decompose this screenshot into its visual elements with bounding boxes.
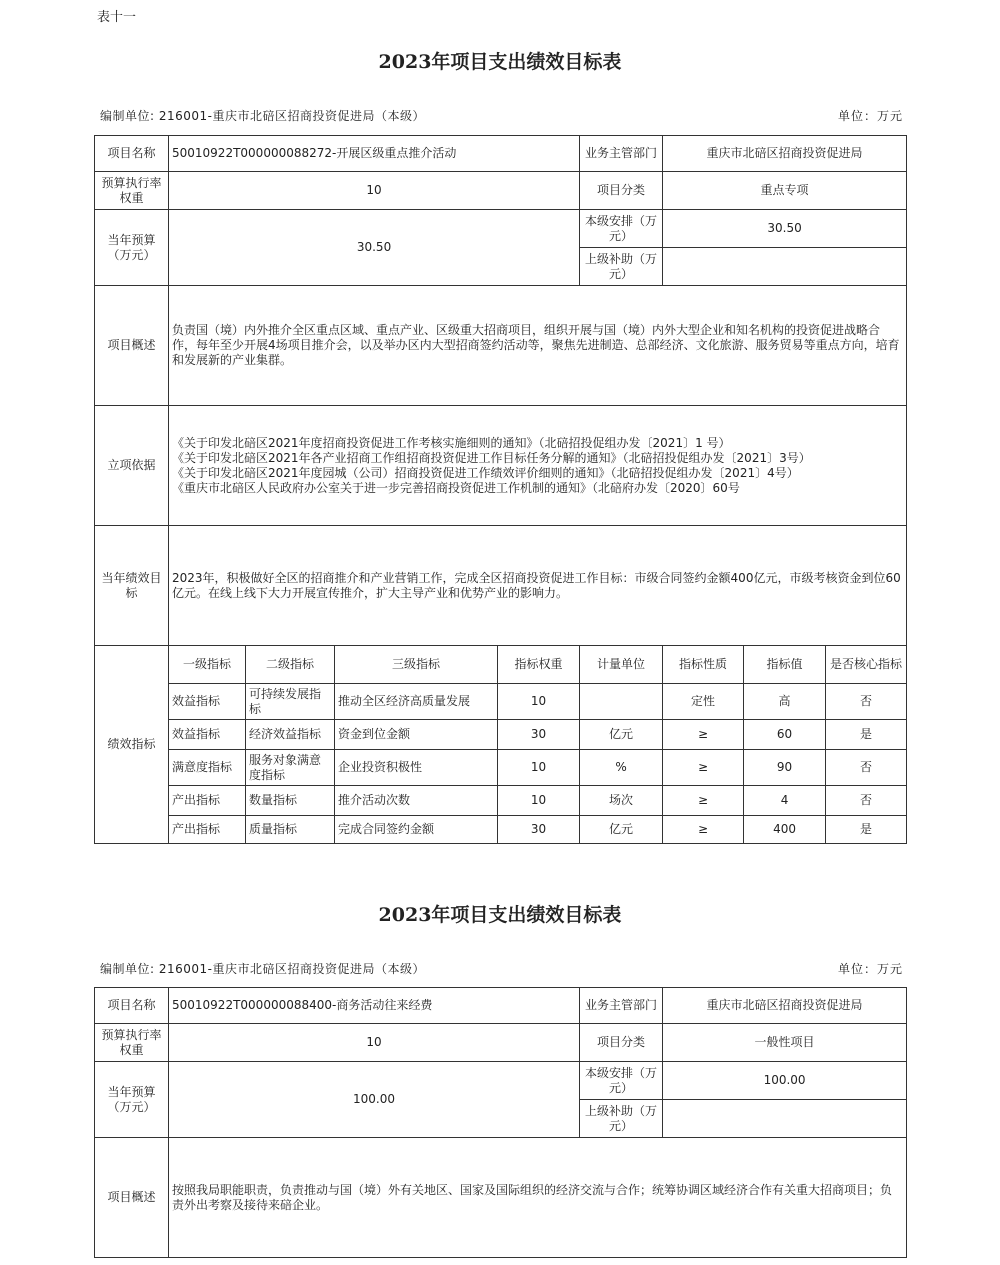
weight-label: 预算执行率权重 xyxy=(95,172,169,210)
indicator-weight: 10 xyxy=(498,786,580,816)
budget-value: 30.50 xyxy=(169,210,580,286)
compiling-unit: 编制单位: 216001-重庆市北碚区招商投资促进局（本级） xyxy=(100,109,425,123)
unit-label: 单位：万元 xyxy=(837,109,903,123)
indicator-l2: 可持续发展指标 xyxy=(246,684,335,720)
indicator-l1: 效益指标 xyxy=(169,720,246,750)
indicator-l3: 完成合同签约金额 xyxy=(335,816,498,844)
indicator-l2: 质量指标 xyxy=(246,816,335,844)
indicator-l2: 数量指标 xyxy=(246,786,335,816)
indicator-header: 二级指标 xyxy=(246,646,335,684)
basis-value xyxy=(169,406,907,526)
indicator-row xyxy=(95,750,907,786)
indicator-l1: 产出指标 xyxy=(169,816,246,844)
upper-subsidy-label: 上级补助（万元） xyxy=(580,248,663,286)
indicator-row xyxy=(95,684,907,720)
basis-line: 《关于印发北碚区2021年度招商投资促进工作考核实施细则的通知》（北碚招投促组办发〔2021〕1 号） xyxy=(172,435,731,450)
page-title: 2023年项目支出绩效目标表 xyxy=(378,51,622,73)
upper-subsidy-label: 上级补助（万元） xyxy=(580,1100,663,1138)
budget-value: 100.00 xyxy=(169,1062,580,1138)
goal-label: 当年绩效目标 xyxy=(95,526,169,646)
indicator-value: 90 xyxy=(744,750,826,786)
weight-value: 10 xyxy=(169,172,580,210)
indicator-l1: 效益指标 xyxy=(169,684,246,720)
project-name-label: 项目名称 xyxy=(95,136,169,172)
indicator-value: 60 xyxy=(744,720,826,750)
indicator-core: 否 xyxy=(826,786,907,816)
basis-line: 《关于印发北碚区2021年各产业招商工作组招商投资促进工作目标任务分解的通知》（北碚招投促组办发〔2021〕3号） xyxy=(172,450,811,465)
project-name-value: 50010922T000000088272-开展区级重点推介活动 xyxy=(169,136,580,172)
indicator-l3: 企业投资积极性 xyxy=(335,750,498,786)
indicator-row xyxy=(95,720,907,750)
indicator-l3: 推介活动次数 xyxy=(335,786,498,816)
indicator-value: 400 xyxy=(744,816,826,844)
overview-value: 负责国（境）内外推介全区重点区域、重点产业、区级重大招商项目，组织开展与国（境）内外大型企业和知名机构的投资促进战略合作，每年至少开展4场项目推介会，以及举办区内大型招商签约活动等，聚焦先进制造、总部经济、文化旅游、服务贸易等重点方向，培育和发展新的产业集群。 xyxy=(169,286,907,406)
unit-label: 单位：万元 xyxy=(837,962,903,976)
indicator-l3: 推动全区经济高质量发展 xyxy=(335,684,498,720)
corner-label: 表十一 xyxy=(97,10,137,25)
weight-label: 预算执行率权重 xyxy=(95,1024,169,1062)
indicator-nature: ≥ xyxy=(663,720,744,750)
indicator-core: 否 xyxy=(826,684,907,720)
indicator-core: 是 xyxy=(826,720,907,750)
indicator-l3: 资金到位金额 xyxy=(335,720,498,750)
indicator-header: 指标权重 xyxy=(498,646,580,684)
overview-value: 按照我局职能职责，负责推动与国（境）外有关地区、国家及国际组织的经济交流与合作；统筹协调区域经济合作有关重大招商项目；负责外出考察及接待来碚企业。 xyxy=(169,1138,907,1258)
goal-value: 2023年，积极做好全区的招商推介和产业营销工作，完成全区招商投资促进工作目标：市级合同签约金额400亿元，市级考核资金到位60亿元。在线上线下大力开展宣传推介，扩大主导产业和优势产业的影响力。 xyxy=(169,526,907,646)
budget-label: 当年预算（万元） xyxy=(95,210,169,286)
indicator-weight: 10 xyxy=(498,750,580,786)
performance-table-1 xyxy=(94,135,907,844)
indicator-unit: 场次 xyxy=(580,786,663,816)
dept-label: 业务主管部门 xyxy=(580,988,663,1024)
dept-value: 重庆市北碚区招商投资促进局 xyxy=(663,988,907,1024)
indicator-core: 否 xyxy=(826,750,907,786)
page-title: 2023年项目支出绩效目标表 xyxy=(378,904,622,926)
category-value: 一般性项目 xyxy=(663,1024,907,1062)
category-value: 重点专项 xyxy=(663,172,907,210)
indicator-nature: ≥ xyxy=(663,816,744,844)
dept-label: 业务主管部门 xyxy=(580,136,663,172)
upper-subsidy-value xyxy=(663,1100,907,1138)
indicator-unit: 亿元 xyxy=(580,720,663,750)
indicator-header: 是否核心指标 xyxy=(826,646,907,684)
dept-value: 重庆市北碚区招商投资促进局 xyxy=(663,136,907,172)
indicator-core: 是 xyxy=(826,816,907,844)
indicator-weight: 30 xyxy=(498,720,580,750)
indicator-unit xyxy=(580,684,663,720)
indicator-row xyxy=(95,816,907,844)
indicator-header: 指标性质 xyxy=(663,646,744,684)
indicator-nature: ≥ xyxy=(663,750,744,786)
indicators-label: 绩效指标 xyxy=(95,646,169,844)
indicator-value: 4 xyxy=(744,786,826,816)
own-budget-label: 本级安排（万元） xyxy=(580,1062,663,1100)
indicator-row xyxy=(95,786,907,816)
indicator-header: 一级指标 xyxy=(169,646,246,684)
performance-table-2 xyxy=(94,987,907,1258)
indicator-unit: % xyxy=(580,750,663,786)
indicator-weight: 30 xyxy=(498,816,580,844)
indicator-weight: 10 xyxy=(498,684,580,720)
weight-value: 10 xyxy=(169,1024,580,1062)
basis-label: 立项依据 xyxy=(95,406,169,526)
indicator-l2: 经济效益指标 xyxy=(246,720,335,750)
upper-subsidy-value xyxy=(663,248,907,286)
project-name-label: 项目名称 xyxy=(95,988,169,1024)
own-budget-value: 30.50 xyxy=(663,210,907,248)
category-label: 项目分类 xyxy=(580,172,663,210)
indicator-l1: 满意度指标 xyxy=(169,750,246,786)
indicator-nature: ≥ xyxy=(663,786,744,816)
indicator-header: 计量单位 xyxy=(580,646,663,684)
indicator-l1: 产出指标 xyxy=(169,786,246,816)
indicator-value: 高 xyxy=(744,684,826,720)
indicator-unit: 亿元 xyxy=(580,816,663,844)
budget-label: 当年预算（万元） xyxy=(95,1062,169,1138)
indicator-header: 三级指标 xyxy=(335,646,498,684)
compiling-unit: 编制单位: 216001-重庆市北碚区招商投资促进局（本级） xyxy=(100,962,425,976)
overview-label: 项目概述 xyxy=(95,1138,169,1258)
indicator-l2: 服务对象满意度指标 xyxy=(246,750,335,786)
indicator-header: 指标值 xyxy=(744,646,826,684)
own-budget-label: 本级安排（万元） xyxy=(580,210,663,248)
indicator-nature: 定性 xyxy=(663,684,744,720)
own-budget-value: 100.00 xyxy=(663,1062,907,1100)
category-label: 项目分类 xyxy=(580,1024,663,1062)
basis-line: 《重庆市北碚区人民政府办公室关于进一步完善招商投资促进工作机制的通知》（北碚府办发〔2020〕60号 xyxy=(172,480,740,495)
overview-label: 项目概述 xyxy=(95,286,169,406)
project-name-value: 50010922T000000088400-商务活动往来经费 xyxy=(169,988,580,1024)
basis-line: 《关于印发北碚区2021年度园城（公司）招商投资促进工作绩效评价细则的通知》（北碚招投促组办发〔2021〕4号） xyxy=(172,465,799,480)
